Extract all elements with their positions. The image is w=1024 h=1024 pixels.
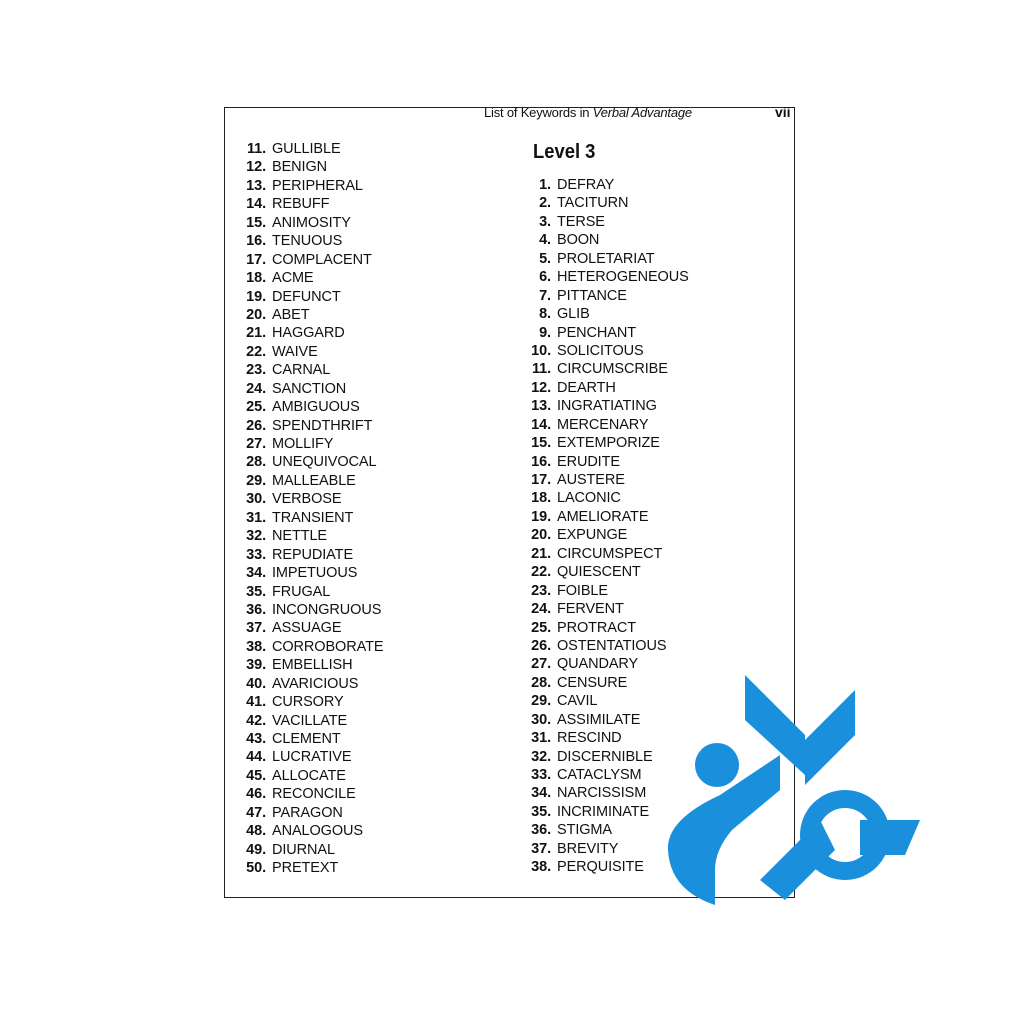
keyword-word: CURSORY [272,694,344,711]
keyword-number: 20. [531,527,551,544]
keyword-item [238,601,383,619]
keyword-item [526,545,689,563]
keyword-number: 30. [531,711,551,728]
keyword-word: MERCENARY [557,416,649,433]
keyword-item [238,675,383,693]
keyword-word: QUANDARY [557,656,639,673]
keyword-item [238,140,383,158]
keyword-word: REBUFF [272,196,330,213]
keyword-item [238,748,383,766]
keyword-word: DEFRAY [557,177,615,193]
header-book-title: Verbal Advantage [592,105,692,120]
keyword-word: SANCTION [272,380,347,397]
keyword-word: PROLETARIAT [557,250,655,267]
keyword-word: TENUOUS [272,233,343,250]
keyword-item [526,305,689,323]
keyword-number: 21. [531,545,551,562]
keyword-word: INCRIMINATE [557,803,650,820]
keyword-number: 14. [531,416,551,433]
keyword-number: 25. [246,399,266,416]
header-prefix: List of Keywords in [484,105,593,120]
keyword-word: CENSURE [557,674,628,691]
keyword-word: GLIB [557,306,590,323]
keyword-item [238,712,383,730]
keyword-word: ACME [272,270,314,287]
keyword-word: PENCHANT [557,324,636,341]
keyword-word: IMPETUOUS [272,565,358,582]
keyword-word: ANALOGOUS [272,823,363,840]
keyword-number: 43. [246,731,266,747]
keyword-number: 31. [531,730,551,747]
keyword-number: 38. [531,859,551,876]
logo-lower-stroke [760,820,835,900]
keyword-word: SPENDTHRIFT [272,417,373,434]
keyword-word: AVARICIOUS [272,675,359,692]
keyword-number: 23. [246,362,266,379]
keyword-number: 19. [246,288,266,305]
keyword-item [238,822,383,840]
keyword-word: BOON [557,232,600,249]
keyword-item [526,453,689,471]
keyword-number: 12. [246,159,266,176]
keyword-number: 21. [246,325,266,342]
keyword-word: TRANSIENT [272,509,354,526]
keyword-number: 13. [531,398,551,415]
keyword-number: 31. [246,509,266,526]
keyword-word: NETTLE [272,528,327,545]
keyword-number: 11. [246,141,266,157]
keyword-number: 16. [531,453,551,470]
keyword-number: 33. [246,546,266,563]
keyword-word: ASSUAGE [272,620,342,637]
keyword-number: 28. [246,454,266,471]
keyword-item [526,397,689,415]
keyword-word: BENIGN [272,159,327,176]
keyword-item [238,730,383,748]
keyword-item [238,453,383,471]
keyword-item [238,306,383,324]
keyword-item [238,546,383,564]
keyword-word: CORROBORATE [272,638,384,655]
keyword-item [238,619,383,637]
keyword-number: 42. [246,712,266,729]
keyword-word: PERIPHERAL [272,177,363,194]
keyword-word: PITTANCE [557,287,627,304]
keyword-number: 49. [246,841,266,858]
keyword-word: TERSE [557,213,605,230]
keyword-number: 2. [539,195,551,212]
keyword-item [238,804,383,822]
keyword-number: 32. [246,528,266,545]
keyword-number: 44. [246,749,266,766]
keyword-word: ANIMOSITY [272,214,351,231]
keyword-number: 16. [246,233,266,250]
keyword-number: 26. [246,417,266,434]
keyword-number: 26. [531,637,551,654]
keyword-number: 3. [539,213,551,230]
keyword-number: 32. [531,748,551,765]
keyword-number: 23. [531,582,551,599]
keyword-item [238,435,383,453]
keyword-word: UNEQUIVOCAL [272,454,377,471]
keyword-word: COMPLACENT [272,251,372,268]
keyword-word: GULLIBLE [272,141,341,157]
keyword-word: AMELIORATE [557,508,649,525]
keyword-item [238,693,383,711]
keyword-number: 17. [246,251,266,268]
keyword-number: 24. [246,380,266,397]
keyword-item [526,619,689,637]
keyword-number: 1. [539,177,551,193]
keyword-number: 22. [531,564,551,581]
keyword-word: EXPUNGE [557,527,628,544]
keyword-number: 39. [246,657,266,674]
keyword-word: RECONCILE [272,786,356,803]
keyword-word: OSTENTATIOUS [557,637,667,654]
keyword-number: 37. [246,620,266,637]
keyword-word: HETEROGENEOUS [557,269,689,286]
keyword-word: TACITURN [557,195,629,212]
keyword-number: 5. [539,250,551,267]
publisher-logo-icon [660,670,925,915]
logo-dot [695,743,739,787]
keyword-item [238,472,383,490]
keyword-item [526,194,689,212]
keyword-item [526,231,689,249]
keyword-item [238,656,383,674]
keyword-number: 13. [246,177,266,194]
keyword-item [238,490,383,508]
level-heading: Level 3 [533,141,596,163]
keyword-word: FERVENT [557,601,624,618]
keyword-number: 29. [246,472,266,489]
keyword-item [238,859,383,877]
keyword-word: FOIBLE [557,582,608,599]
keyword-number: 9. [539,324,551,341]
keyword-number: 4. [539,232,551,249]
keyword-item [526,416,689,434]
keyword-number: 12. [531,379,551,396]
keyword-item [526,176,689,194]
keyword-item [526,360,689,378]
keyword-item [526,582,689,600]
keyword-number: 14. [246,196,266,213]
keyword-word: REPUDIATE [272,546,354,563]
keyword-word: INCONGRUOUS [272,601,382,618]
keyword-number: 38. [246,638,266,655]
keyword-item [526,250,689,268]
keyword-number: 18. [246,270,266,287]
keyword-number: 8. [539,306,551,323]
keyword-item [238,509,383,527]
keyword-word: ERUDITE [557,453,620,470]
keyword-item [238,361,383,379]
keyword-item [526,600,689,618]
keyword-item [526,268,689,286]
keyword-item [238,398,383,416]
keyword-item [238,343,383,361]
keyword-item [238,324,383,342]
keyword-number: 27. [531,656,551,673]
keyword-item [238,417,383,435]
keyword-word: SOLICITOUS [557,342,644,359]
keyword-word: INGRATIATING [557,398,657,415]
keyword-word: BREVITY [557,840,619,857]
keyword-item [238,232,383,250]
keyword-item [526,287,689,305]
keyword-number: 24. [531,601,551,618]
keyword-item [526,563,689,581]
keyword-number: 22. [246,343,266,360]
keyword-number: 35. [531,803,551,820]
keyword-word: VERBOSE [272,491,342,508]
keyword-word: AUSTERE [557,472,625,488]
page-number: vii [775,104,791,120]
keyword-word: EMBELLISH [272,657,353,674]
running-header [484,105,692,120]
keyword-word: QUIESCENT [557,564,641,581]
keyword-number: 34. [246,565,266,582]
keyword-number: 41. [246,694,266,711]
keyword-number: 36. [246,601,266,618]
keyword-word: PARAGON [272,804,343,821]
keyword-word: VACILLATE [272,712,348,729]
keyword-number: 33. [531,767,551,783]
keyword-number: 37. [531,840,551,857]
keyword-number: 17. [531,472,551,488]
keyword-number: 7. [539,287,551,304]
keyword-number: 47. [246,804,266,821]
keyword-word: CLEMENT [272,731,341,747]
keyword-word: FRUGAL [272,583,331,600]
keyword-item [238,158,383,176]
keyword-word: EXTEMPORIZE [557,435,660,452]
keyword-word: PERQUISITE [557,859,644,876]
keyword-word: DEARTH [557,379,616,396]
logo-tail [860,820,920,855]
keyword-item [238,269,383,287]
keyword-number: 46. [246,786,266,803]
keyword-word: AMBIGUOUS [272,399,360,416]
keyword-item [526,489,689,507]
keyword-item [238,251,383,269]
keyword-word: PRETEXT [272,860,339,877]
keyword-number: 15. [531,435,551,452]
keyword-item [526,434,689,452]
keyword-word: LUCRATIVE [272,749,352,766]
keyword-word: CIRCUMSCRIBE [557,361,668,378]
keyword-number: 27. [246,436,266,452]
keyword-word: RESCIND [557,730,622,747]
keyword-word: HAGGARD [272,325,345,342]
keyword-item [526,471,689,489]
keyword-list-left [238,140,383,878]
keyword-item [238,785,383,803]
keyword-word: STIGMA [557,822,612,839]
keyword-number: 48. [246,823,266,840]
keyword-item [238,527,383,545]
keyword-number: 29. [531,693,551,710]
keyword-word: NARCISSISM [557,785,647,802]
keyword-number: 45. [246,767,266,784]
keyword-word: ABET [272,306,310,323]
keyword-word: CATACLYSM [557,767,642,783]
keyword-item [238,767,383,785]
keyword-item [526,324,689,342]
keyword-number: 40. [246,675,266,692]
keyword-number: 6. [539,269,551,286]
keyword-word: DISCERNIBLE [557,748,653,765]
keyword-number: 10. [531,342,551,359]
keyword-number: 18. [531,490,551,507]
keyword-item [238,177,383,195]
keyword-number: 11. [531,361,551,378]
keyword-word: MALLEABLE [272,472,356,489]
keyword-number: 35. [246,583,266,600]
keyword-item [526,379,689,397]
keyword-item [526,342,689,360]
keyword-item [526,526,689,544]
keyword-word: DEFUNCT [272,288,341,305]
keyword-number: 28. [531,674,551,691]
keyword-word: LACONIC [557,490,621,507]
keyword-item [238,380,383,398]
keyword-item [238,195,383,213]
keyword-item [238,214,383,232]
keyword-word: DIURNAL [272,841,335,858]
keyword-number: 15. [246,214,266,231]
keyword-item [526,637,689,655]
keyword-word: ALLOCATE [272,767,346,784]
keyword-word: ASSIMILATE [557,711,641,728]
keyword-item [526,213,689,231]
keyword-number: 20. [246,306,266,323]
keyword-word: CAVIL [557,693,598,710]
keyword-number: 25. [531,619,551,636]
keyword-item [238,638,383,656]
keyword-word: PROTRACT [557,619,636,636]
keyword-item [238,583,383,601]
keyword-number: 30. [246,491,266,508]
keyword-word: CARNAL [272,362,331,379]
keyword-item [526,508,689,526]
keyword-item [238,564,383,582]
keyword-number: 50. [246,860,266,877]
keyword-number: 36. [531,822,551,839]
keyword-item [238,841,383,859]
keyword-number: 19. [531,508,551,525]
keyword-word: CIRCUMSPECT [557,545,663,562]
keyword-item [238,288,383,306]
keyword-word: MOLLIFY [272,436,334,452]
keyword-word: WAIVE [272,343,318,360]
keyword-number: 34. [531,785,551,802]
